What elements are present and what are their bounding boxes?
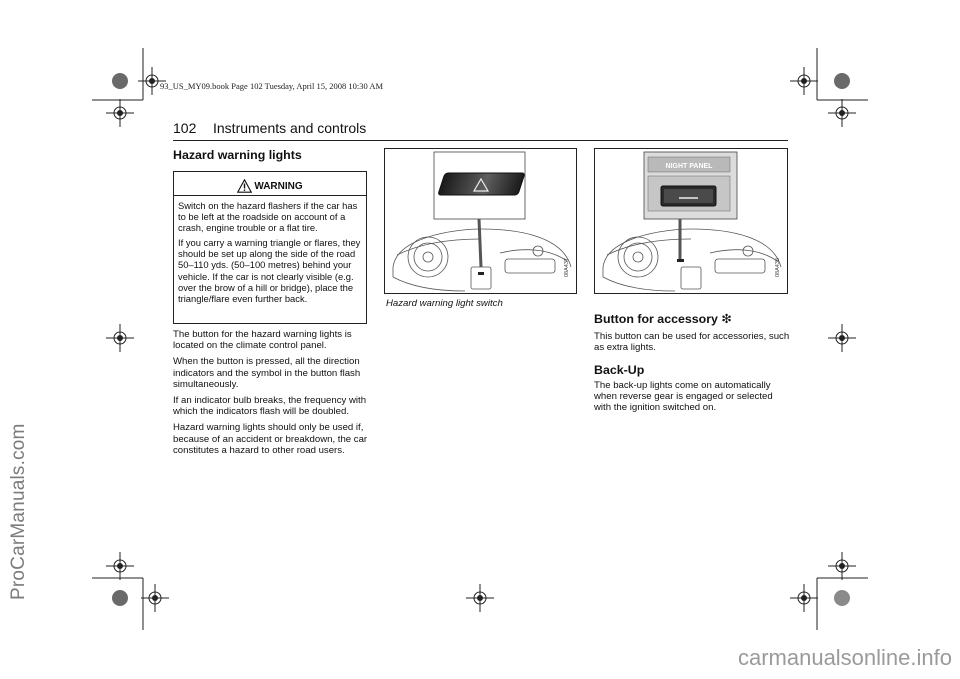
warning-label: WARNING	[254, 181, 303, 192]
accessory-symbol-icon: ❇	[721, 312, 732, 326]
warning-paragraph: Switch on the hazard flashers if the car has to be left at the roadside on account of a crash, engine trouble or a flat tire.	[178, 200, 358, 234]
body-paragraph: When the button is pressed, all the direction indicators and the symbol in the button flash simultaneously.	[173, 356, 361, 390]
warning-triangle-icon	[237, 179, 252, 193]
backup-text: The back-up lights come on automatically when reverse gear is engaged or selected with the ignition switched on.	[594, 380, 773, 414]
hazard-body	[173, 329, 369, 461]
night-panel-label: NIGHT PANEL	[665, 163, 713, 170]
side-watermark: ProCarManuals.com	[8, 423, 29, 600]
body-paragraph: If an indicator bulb breaks, the frequency with which the indicators flash will be doubled.	[173, 395, 367, 418]
accessory-heading	[594, 311, 732, 326]
page-header	[173, 120, 788, 141]
section-title: Instruments and controls	[213, 120, 367, 136]
figure-code: 08A438	[775, 258, 781, 277]
print-stamp: 93_US_MY09.book Page 102 Tuesday, April 15, 2008 10:30 AM	[160, 81, 384, 91]
figure-code: 08A437	[564, 258, 570, 277]
accessory-heading-text: Button for accessory	[594, 312, 718, 326]
accessory-button-figure	[594, 148, 788, 294]
body-paragraph: Hazard warning lights should only be used if, because of an accident or breakdown, the car constitutes a hazard to other road users.	[173, 422, 368, 456]
hazard-heading: Hazard warning lights	[173, 148, 302, 162]
warning-box	[173, 171, 367, 324]
warning-header	[174, 172, 366, 196]
body-paragraph: The button for the hazard warning lights is located on the climate control panel.	[173, 329, 352, 352]
hazard-switch-figure	[384, 148, 577, 294]
figure-caption: Hazard warning light switch	[386, 298, 503, 309]
bottom-watermark: carmanualsonline.info	[737, 645, 952, 670]
warning-paragraph: If you carry a warning triangle or flares, they should be set up along the side of the road 50–110 yds. (50–100 metres) behind your vehicle. If the car is not clearly visible (e.g. over the brow of a hill or bridge), place the triangle/flare even further back.	[178, 237, 361, 304]
accessory-text: This button can be used for accessories, such as extra lights.	[594, 331, 790, 354]
page-number: 102	[173, 120, 197, 136]
backup-heading: Back-Up	[594, 363, 645, 377]
